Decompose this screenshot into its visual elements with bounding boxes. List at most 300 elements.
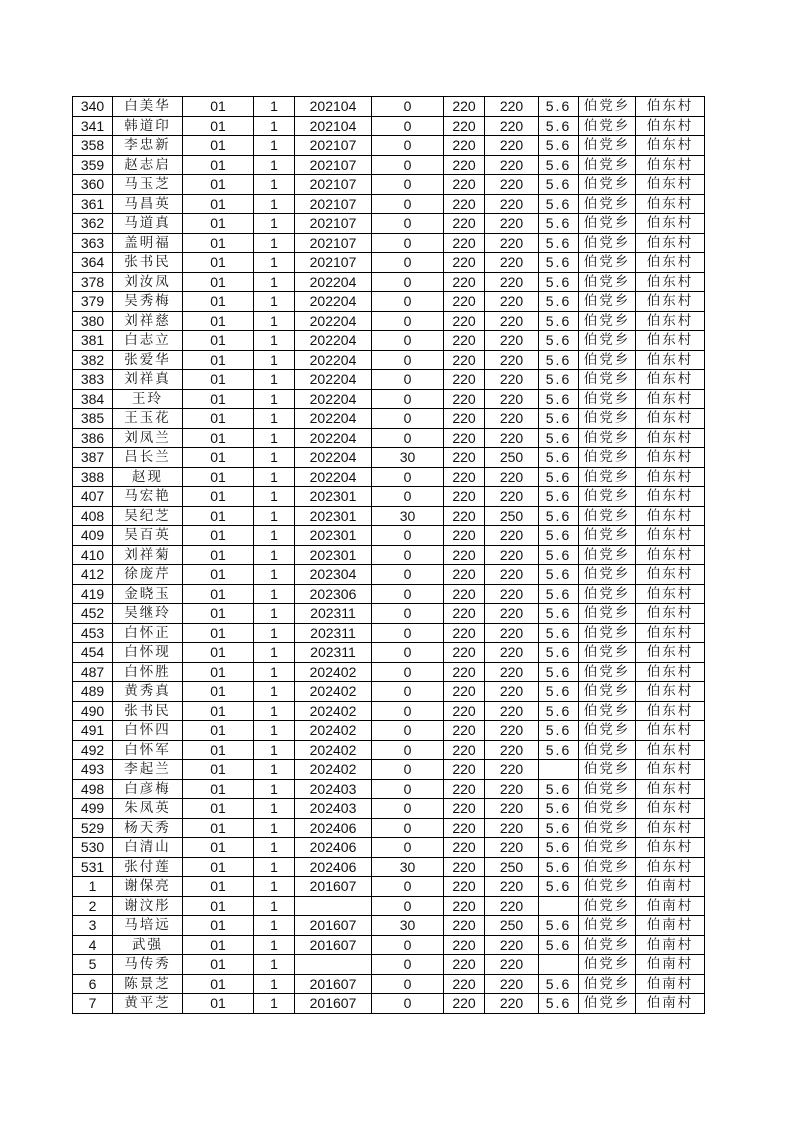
base-cell: 220	[444, 643, 485, 663]
table-row	[73, 877, 705, 897]
township-cell: 伯党乡	[579, 214, 636, 234]
rate-cell: 5.6	[539, 389, 579, 409]
rate-cell: 5.6	[539, 974, 579, 994]
seq-cell: 361	[73, 194, 113, 214]
code-cell: 01	[183, 116, 254, 136]
table-row	[73, 428, 705, 448]
extra-cell: 0	[372, 740, 444, 760]
total-cell: 220	[485, 253, 539, 273]
base-cell: 220	[444, 955, 485, 975]
name-cell: 刘祥真	[113, 370, 183, 390]
table-row	[73, 311, 705, 331]
count-cell: 1	[254, 350, 295, 370]
township-cell: 伯党乡	[579, 701, 636, 721]
base-cell: 220	[444, 916, 485, 936]
extra-cell: 0	[372, 994, 444, 1014]
code-cell: 01	[183, 214, 254, 234]
extra-cell: 0	[372, 565, 444, 585]
rate-cell: 5.6	[539, 136, 579, 156]
extra-cell: 0	[372, 409, 444, 429]
start-month-cell: 202406	[295, 838, 372, 858]
count-cell: 1	[254, 974, 295, 994]
extra-cell: 0	[372, 136, 444, 156]
total-cell: 220	[485, 701, 539, 721]
base-cell: 220	[444, 292, 485, 312]
village-cell: 伯东村	[636, 253, 705, 273]
village-cell: 伯东村	[636, 565, 705, 585]
base-cell: 220	[444, 662, 485, 682]
extra-cell: 0	[372, 467, 444, 487]
code-cell: 01	[183, 292, 254, 312]
start-month-cell: 202403	[295, 799, 372, 819]
seq-cell: 384	[73, 389, 113, 409]
table-row	[73, 896, 705, 916]
village-cell: 伯南村	[636, 896, 705, 916]
base-cell: 220	[444, 974, 485, 994]
code-cell: 01	[183, 584, 254, 604]
total-cell: 250	[485, 506, 539, 526]
seq-cell: 1	[73, 877, 113, 897]
start-month-cell: 202204	[295, 409, 372, 429]
extra-cell: 30	[372, 506, 444, 526]
extra-cell: 0	[372, 389, 444, 409]
village-cell: 伯东村	[636, 799, 705, 819]
rate-cell: 5.6	[539, 818, 579, 838]
start-month-cell	[295, 955, 372, 975]
township-cell: 伯党乡	[579, 740, 636, 760]
extra-cell: 0	[372, 584, 444, 604]
base-cell: 220	[444, 545, 485, 565]
seq-cell: 359	[73, 155, 113, 175]
village-cell: 伯东村	[636, 838, 705, 858]
name-cell: 吕长兰	[113, 448, 183, 468]
rate-cell: 5.6	[539, 643, 579, 663]
table-row	[73, 643, 705, 663]
seq-cell: 410	[73, 545, 113, 565]
count-cell: 1	[254, 136, 295, 156]
name-cell: 武强	[113, 935, 183, 955]
count-cell: 1	[254, 935, 295, 955]
base-cell: 220	[444, 233, 485, 253]
seq-cell: 4	[73, 935, 113, 955]
name-cell: 马宏艳	[113, 487, 183, 507]
start-month-cell: 202402	[295, 701, 372, 721]
village-cell: 伯东村	[636, 818, 705, 838]
seq-cell: 358	[73, 136, 113, 156]
total-cell: 220	[485, 974, 539, 994]
table-row	[73, 526, 705, 546]
seq-cell: 453	[73, 623, 113, 643]
name-cell: 盖明福	[113, 233, 183, 253]
extra-cell: 0	[372, 955, 444, 975]
township-cell: 伯党乡	[579, 116, 636, 136]
total-cell: 220	[485, 779, 539, 799]
code-cell: 01	[183, 916, 254, 936]
village-cell: 伯东村	[636, 526, 705, 546]
rate-cell: 5.6	[539, 116, 579, 136]
count-cell: 1	[254, 428, 295, 448]
table-row	[73, 350, 705, 370]
seq-cell: 412	[73, 565, 113, 585]
rate-cell: 5.6	[539, 506, 579, 526]
rate-cell: 5.6	[539, 623, 579, 643]
base-cell: 220	[444, 760, 485, 780]
start-month-cell: 201607	[295, 974, 372, 994]
township-cell: 伯党乡	[579, 292, 636, 312]
rate-cell: 5.6	[539, 214, 579, 234]
start-month-cell: 202204	[295, 331, 372, 351]
seq-cell: 378	[73, 272, 113, 292]
start-month-cell: 201607	[295, 877, 372, 897]
rate-cell: 5.6	[539, 370, 579, 390]
name-cell: 徐庞芹	[113, 565, 183, 585]
extra-cell: 0	[372, 175, 444, 195]
count-cell: 1	[254, 701, 295, 721]
count-cell: 1	[254, 877, 295, 897]
table-row	[73, 565, 705, 585]
base-cell: 220	[444, 389, 485, 409]
count-cell: 1	[254, 448, 295, 468]
total-cell: 220	[485, 214, 539, 234]
count-cell: 1	[254, 565, 295, 585]
count-cell: 1	[254, 506, 295, 526]
total-cell: 220	[485, 721, 539, 741]
base-cell: 220	[444, 311, 485, 331]
village-cell: 伯东村	[636, 487, 705, 507]
total-cell: 220	[485, 116, 539, 136]
base-cell: 220	[444, 116, 485, 136]
village-cell: 伯东村	[636, 740, 705, 760]
rate-cell: 5.6	[539, 155, 579, 175]
village-cell: 伯东村	[636, 467, 705, 487]
count-cell: 1	[254, 818, 295, 838]
total-cell: 220	[485, 760, 539, 780]
start-month-cell: 202311	[295, 604, 372, 624]
rate-cell: 5.6	[539, 331, 579, 351]
name-cell: 李忠新	[113, 136, 183, 156]
count-cell: 1	[254, 545, 295, 565]
township-cell: 伯党乡	[579, 331, 636, 351]
name-cell: 金晓玉	[113, 584, 183, 604]
name-cell: 吴纪芝	[113, 506, 183, 526]
count-cell: 1	[254, 253, 295, 273]
seq-cell: 385	[73, 409, 113, 429]
seq-cell: 364	[73, 253, 113, 273]
village-cell: 伯东村	[636, 857, 705, 877]
township-cell: 伯党乡	[579, 370, 636, 390]
village-cell: 伯南村	[636, 994, 705, 1014]
table-row	[73, 506, 705, 526]
base-cell: 220	[444, 701, 485, 721]
count-cell: 1	[254, 233, 295, 253]
total-cell: 250	[485, 448, 539, 468]
rate-cell: 5.6	[539, 487, 579, 507]
count-cell: 1	[254, 584, 295, 604]
count-cell: 1	[254, 311, 295, 331]
rate-cell: 5.6	[539, 877, 579, 897]
extra-cell: 0	[372, 643, 444, 663]
rate-cell: 5.6	[539, 799, 579, 819]
name-cell: 谢保亮	[113, 877, 183, 897]
rate-cell	[539, 896, 579, 916]
township-cell: 伯党乡	[579, 389, 636, 409]
code-cell: 01	[183, 760, 254, 780]
extra-cell: 0	[372, 877, 444, 897]
code-cell: 01	[183, 545, 254, 565]
code-cell: 01	[183, 701, 254, 721]
name-cell: 韩道印	[113, 116, 183, 136]
rate-cell: 5.6	[539, 994, 579, 1014]
base-cell: 220	[444, 604, 485, 624]
name-cell: 李起兰	[113, 760, 183, 780]
township-cell: 伯党乡	[579, 487, 636, 507]
township-cell: 伯党乡	[579, 467, 636, 487]
start-month-cell: 202204	[295, 389, 372, 409]
extra-cell: 0	[372, 331, 444, 351]
seq-cell: 407	[73, 487, 113, 507]
total-cell: 220	[485, 175, 539, 195]
table-row	[73, 838, 705, 858]
rate-cell: 5.6	[539, 604, 579, 624]
base-cell: 220	[444, 272, 485, 292]
count-cell: 1	[254, 155, 295, 175]
township-cell: 伯党乡	[579, 662, 636, 682]
base-cell: 220	[444, 799, 485, 819]
village-cell: 伯东村	[636, 116, 705, 136]
base-cell: 220	[444, 584, 485, 604]
code-cell: 01	[183, 253, 254, 273]
name-cell: 吴继玲	[113, 604, 183, 624]
base-cell: 220	[444, 877, 485, 897]
rate-cell: 5.6	[539, 838, 579, 858]
code-cell: 01	[183, 740, 254, 760]
start-month-cell: 202311	[295, 643, 372, 663]
seq-cell: 382	[73, 350, 113, 370]
count-cell: 1	[254, 604, 295, 624]
seq-cell: 383	[73, 370, 113, 390]
table-row	[73, 97, 705, 117]
seq-cell: 493	[73, 760, 113, 780]
extra-cell: 0	[372, 116, 444, 136]
table-row	[73, 467, 705, 487]
base-cell: 220	[444, 721, 485, 741]
name-cell: 白彦梅	[113, 779, 183, 799]
start-month-cell: 202204	[295, 311, 372, 331]
name-cell: 马培远	[113, 916, 183, 936]
base-cell: 220	[444, 838, 485, 858]
count-cell: 1	[254, 779, 295, 799]
start-month-cell: 202402	[295, 682, 372, 702]
count-cell: 1	[254, 214, 295, 234]
township-cell: 伯党乡	[579, 974, 636, 994]
count-cell: 1	[254, 389, 295, 409]
village-cell: 伯南村	[636, 916, 705, 936]
base-cell: 220	[444, 740, 485, 760]
name-cell: 白怀现	[113, 643, 183, 663]
rate-cell: 5.6	[539, 565, 579, 585]
code-cell: 01	[183, 623, 254, 643]
name-cell: 赵现	[113, 467, 183, 487]
seq-cell: 381	[73, 331, 113, 351]
total-cell: 220	[485, 233, 539, 253]
township-cell: 伯党乡	[579, 136, 636, 156]
township-cell: 伯党乡	[579, 838, 636, 858]
base-cell: 220	[444, 97, 485, 117]
start-month-cell: 202406	[295, 857, 372, 877]
rate-cell: 5.6	[539, 682, 579, 702]
start-month-cell: 202402	[295, 662, 372, 682]
count-cell: 1	[254, 740, 295, 760]
start-month-cell: 202107	[295, 233, 372, 253]
rate-cell: 5.6	[539, 97, 579, 117]
extra-cell: 0	[372, 838, 444, 858]
base-cell: 220	[444, 214, 485, 234]
count-cell: 1	[254, 526, 295, 546]
table-row	[73, 740, 705, 760]
extra-cell: 0	[372, 682, 444, 702]
extra-cell: 0	[372, 799, 444, 819]
base-cell: 220	[444, 194, 485, 214]
extra-cell: 0	[372, 155, 444, 175]
total-cell: 220	[485, 155, 539, 175]
name-cell: 马玉芝	[113, 175, 183, 195]
extra-cell: 0	[372, 311, 444, 331]
extra-cell: 0	[372, 370, 444, 390]
base-cell: 220	[444, 253, 485, 273]
total-cell: 220	[485, 584, 539, 604]
township-cell: 伯党乡	[579, 194, 636, 214]
township-cell: 伯党乡	[579, 877, 636, 897]
extra-cell: 0	[372, 214, 444, 234]
seq-cell: 452	[73, 604, 113, 624]
township-cell: 伯党乡	[579, 623, 636, 643]
code-cell: 01	[183, 409, 254, 429]
start-month-cell: 201607	[295, 916, 372, 936]
count-cell: 1	[254, 194, 295, 214]
township-cell: 伯党乡	[579, 760, 636, 780]
name-cell: 张爱华	[113, 350, 183, 370]
seq-cell: 6	[73, 974, 113, 994]
township-cell: 伯党乡	[579, 233, 636, 253]
rate-cell: 5.6	[539, 740, 579, 760]
township-cell: 伯党乡	[579, 994, 636, 1014]
seq-cell: 531	[73, 857, 113, 877]
name-cell: 白怀胜	[113, 662, 183, 682]
rate-cell: 5.6	[539, 584, 579, 604]
township-cell: 伯党乡	[579, 253, 636, 273]
rate-cell: 5.6	[539, 194, 579, 214]
total-cell: 220	[485, 565, 539, 585]
start-month-cell: 202104	[295, 116, 372, 136]
seq-cell: 362	[73, 214, 113, 234]
rate-cell: 5.6	[539, 428, 579, 448]
extra-cell: 0	[372, 818, 444, 838]
table-row	[73, 623, 705, 643]
village-cell: 伯东村	[636, 175, 705, 195]
table-body	[73, 97, 705, 1014]
name-cell: 白美华	[113, 97, 183, 117]
rate-cell: 5.6	[539, 253, 579, 273]
village-cell: 伯南村	[636, 974, 705, 994]
table-row	[73, 136, 705, 156]
rate-cell: 5.6	[539, 662, 579, 682]
total-cell: 220	[485, 682, 539, 702]
rate-cell: 5.6	[539, 467, 579, 487]
township-cell: 伯党乡	[579, 799, 636, 819]
seq-cell: 491	[73, 721, 113, 741]
name-cell: 刘凤兰	[113, 428, 183, 448]
base-cell: 220	[444, 175, 485, 195]
village-cell: 伯东村	[636, 97, 705, 117]
township-cell: 伯党乡	[579, 955, 636, 975]
base-cell: 220	[444, 896, 485, 916]
table-row	[73, 233, 705, 253]
table-row	[73, 779, 705, 799]
seq-cell: 360	[73, 175, 113, 195]
total-cell: 220	[485, 838, 539, 858]
township-cell: 伯党乡	[579, 97, 636, 117]
township-cell: 伯党乡	[579, 682, 636, 702]
extra-cell: 30	[372, 857, 444, 877]
rate-cell: 5.6	[539, 545, 579, 565]
extra-cell: 0	[372, 701, 444, 721]
township-cell: 伯党乡	[579, 896, 636, 916]
code-cell: 01	[183, 272, 254, 292]
rate-cell	[539, 760, 579, 780]
start-month-cell: 202107	[295, 194, 372, 214]
township-cell: 伯党乡	[579, 916, 636, 936]
total-cell: 220	[485, 799, 539, 819]
seq-cell: 7	[73, 994, 113, 1014]
village-cell: 伯东村	[636, 331, 705, 351]
data-table	[72, 96, 705, 1014]
village-cell: 伯东村	[636, 604, 705, 624]
table-row	[73, 974, 705, 994]
seq-cell: 530	[73, 838, 113, 858]
total-cell: 220	[485, 350, 539, 370]
name-cell: 白怀四	[113, 721, 183, 741]
extra-cell: 0	[372, 350, 444, 370]
code-cell: 01	[183, 487, 254, 507]
code-cell: 01	[183, 175, 254, 195]
start-month-cell: 202107	[295, 214, 372, 234]
table-row	[73, 955, 705, 975]
start-month-cell: 202402	[295, 721, 372, 741]
table-row	[73, 292, 705, 312]
start-month-cell: 202306	[295, 584, 372, 604]
village-cell: 伯东村	[636, 350, 705, 370]
total-cell: 220	[485, 194, 539, 214]
total-cell: 220	[485, 604, 539, 624]
code-cell: 01	[183, 643, 254, 663]
name-cell: 黄平芝	[113, 994, 183, 1014]
table-row	[73, 701, 705, 721]
table-row	[73, 214, 705, 234]
start-month-cell: 202402	[295, 740, 372, 760]
seq-cell: 489	[73, 682, 113, 702]
total-cell: 220	[485, 311, 539, 331]
code-cell: 01	[183, 448, 254, 468]
start-month-cell: 202107	[295, 136, 372, 156]
name-cell: 杨天秀	[113, 818, 183, 838]
code-cell: 01	[183, 994, 254, 1014]
table-row	[73, 409, 705, 429]
village-cell: 伯东村	[636, 545, 705, 565]
seq-cell: 2	[73, 896, 113, 916]
village-cell: 伯东村	[636, 292, 705, 312]
table-row	[73, 116, 705, 136]
name-cell: 白怀正	[113, 623, 183, 643]
